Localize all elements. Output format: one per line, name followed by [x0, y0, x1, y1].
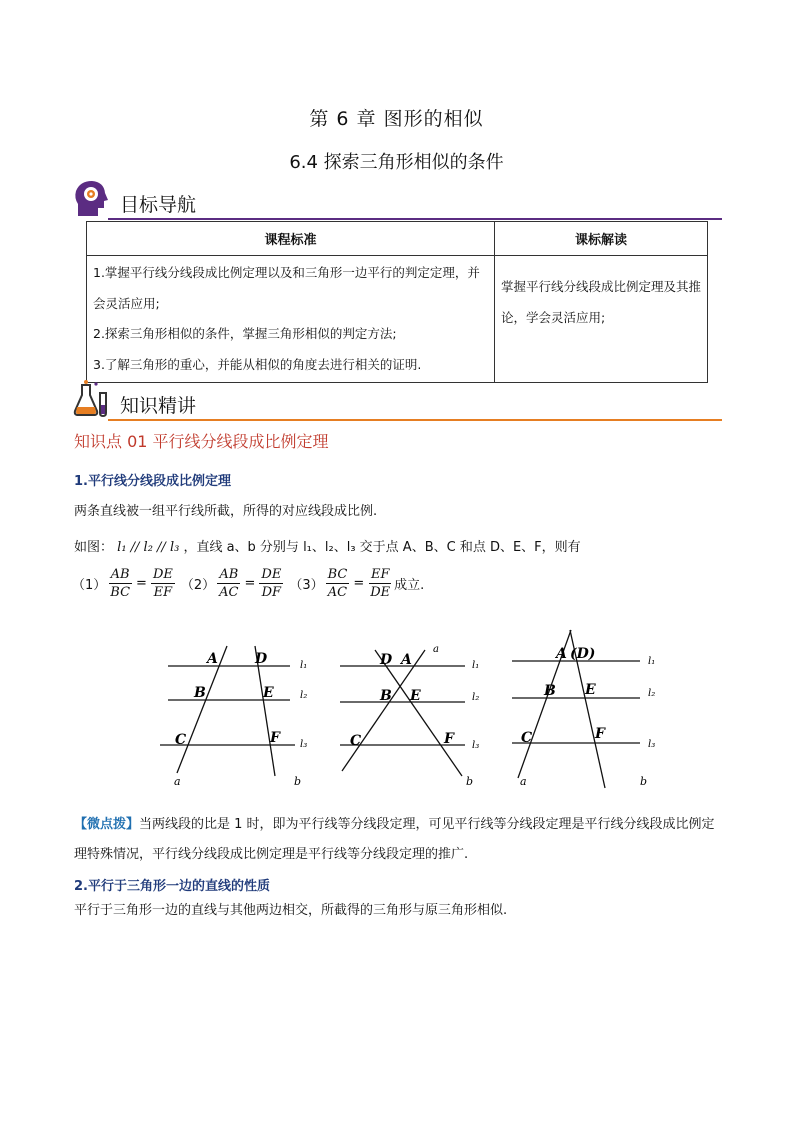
- parallel-lines-notation: l₁ // l₂ // l₃: [117, 540, 180, 555]
- label-point: E: [263, 685, 274, 701]
- label-line: b: [640, 775, 648, 788]
- fraction-denominator: DF: [261, 585, 282, 600]
- label-point: E: [585, 682, 596, 698]
- property-text: 平行于三角形一边的直线与其他两边相交，所截得的三角形与原三角形相似.: [74, 903, 508, 918]
- label-point: C: [175, 732, 187, 748]
- col-header-interpretation: 课标解读: [495, 222, 708, 256]
- fraction: [259, 566, 283, 601]
- ratio-equations: [72, 566, 424, 601]
- fraction: [151, 566, 175, 601]
- equals-sign: =: [136, 576, 147, 591]
- label-point: F: [270, 730, 280, 746]
- ratio-label: （3）: [289, 578, 324, 593]
- label-point: C: [350, 733, 362, 749]
- label-point: D: [380, 652, 393, 668]
- label-point: B: [380, 688, 392, 704]
- knowledge-point-title: 知识点 01 平行线分线段成比例定理: [74, 432, 329, 451]
- label-point: D: [255, 651, 268, 667]
- col-header-standard: 课程标准: [87, 222, 495, 256]
- equals-sign: =: [353, 576, 365, 591]
- label-line: a: [520, 775, 527, 788]
- fraction-numerator: BC: [327, 567, 348, 582]
- label-line: b: [294, 775, 302, 788]
- ratio-label: （2）: [180, 578, 216, 593]
- fraction-numerator: AB: [219, 567, 239, 582]
- section-title: 6.4 探索三角形相似的条件: [289, 152, 504, 173]
- fraction: [326, 566, 350, 601]
- label-line: a: [433, 644, 439, 655]
- label-point: A: [556, 646, 567, 662]
- target-nav-divider: [108, 218, 722, 220]
- label-point: C: [521, 730, 533, 746]
- fraction-numerator: DE: [152, 567, 173, 582]
- subsection-title: 1.平行线分线段成比例定理: [74, 474, 231, 489]
- knowledge-header: [72, 381, 722, 421]
- chapter-title: 第 6 章 图形的相似: [309, 108, 484, 130]
- label-line: l₂: [300, 690, 308, 701]
- figure-3: [512, 630, 655, 788]
- label-line: b: [466, 775, 474, 788]
- standards-table: [86, 221, 708, 383]
- fraction: [368, 566, 392, 601]
- tip-text: 当两线段的比是 1 时，即为平行线等分线段定理，可见平行线等分线段定理是平行线分线段成比例定理特殊情况，平行线分线段成比例定理是平行线等分线段定理的推广.: [74, 817, 715, 862]
- standard-item: 1.掌握平行线分线段成比例定理以及和三角形一边平行的判定定理，并会灵活应用;: [93, 265, 480, 311]
- parallel-lines-figures: [150, 628, 670, 798]
- figure-2: [340, 644, 479, 788]
- equals-sign: =: [244, 576, 256, 591]
- label-point: F: [444, 731, 454, 747]
- standards-cell: [87, 256, 495, 383]
- label-point: (D): [570, 646, 596, 662]
- tip-tag: 【微点拨】: [74, 817, 140, 832]
- lab-flask-icon: [72, 379, 112, 423]
- label-point: B: [544, 683, 556, 699]
- tip-note: [74, 810, 724, 870]
- label-point: A: [401, 652, 412, 668]
- figure-intro: [74, 536, 581, 555]
- target-nav-heading: 目标导航: [120, 194, 197, 216]
- fraction-denominator: DE: [370, 585, 391, 600]
- figure-intro-prefix: 如图：: [74, 540, 114, 555]
- label-line: l₃: [648, 739, 656, 750]
- fraction-numerator: DE: [261, 567, 282, 582]
- interpretation-cell: 掌握平行线分线段成比例定理及其推论，学会灵活应用;: [495, 256, 708, 383]
- label-line: l₃: [472, 740, 480, 751]
- fraction-numerator: EF: [370, 567, 390, 582]
- label-line: a: [174, 775, 181, 788]
- standard-item: 3.了解三角形的重心，并能从相似的角度去进行相关的证明.: [93, 356, 422, 372]
- label-line: l₁: [648, 656, 656, 667]
- knowledge-divider: [108, 419, 722, 421]
- fraction-numerator: AB: [110, 567, 130, 582]
- label-line: l₁: [472, 660, 480, 671]
- theorem-text: 两条直线被一组平行线所截，所得的对应线段成比例.: [74, 504, 378, 519]
- fraction-denominator: BC: [110, 585, 131, 600]
- ratio-suffix: 成立.: [394, 578, 425, 593]
- target-nav-header: [72, 180, 722, 220]
- label-line: l₂: [472, 692, 480, 703]
- label-line: l₂: [648, 688, 656, 699]
- label-point: A: [207, 651, 218, 667]
- fraction-denominator: EF: [153, 585, 173, 600]
- fraction: [108, 566, 132, 601]
- knowledge-heading: 知识精讲: [120, 395, 197, 417]
- fraction-denominator: AC: [327, 585, 348, 600]
- brain-head-icon: [72, 178, 112, 222]
- subsection-title: 2.平行于三角形一边的直线的性质: [74, 879, 270, 894]
- label-line: l₃: [300, 739, 308, 750]
- ratio-label: （1）: [72, 578, 107, 593]
- label-point: B: [194, 685, 206, 701]
- fraction-denominator: AC: [219, 585, 239, 600]
- label-line: l₁: [300, 660, 308, 671]
- figure-1: [160, 646, 307, 788]
- fraction: [217, 566, 240, 601]
- label-point: F: [595, 726, 605, 742]
- figure-intro-text: ，直线 a、b 分别与 l₁、l₂、l₃ 交于点 A、B、C 和点 D、E、F，则有: [183, 540, 581, 555]
- table-header-row: [87, 222, 708, 256]
- standard-item: 2.探索三角形相似的条件，掌握三角形相似的判定方法;: [93, 326, 397, 341]
- label-point: E: [410, 688, 421, 704]
- table-row: [87, 256, 708, 383]
